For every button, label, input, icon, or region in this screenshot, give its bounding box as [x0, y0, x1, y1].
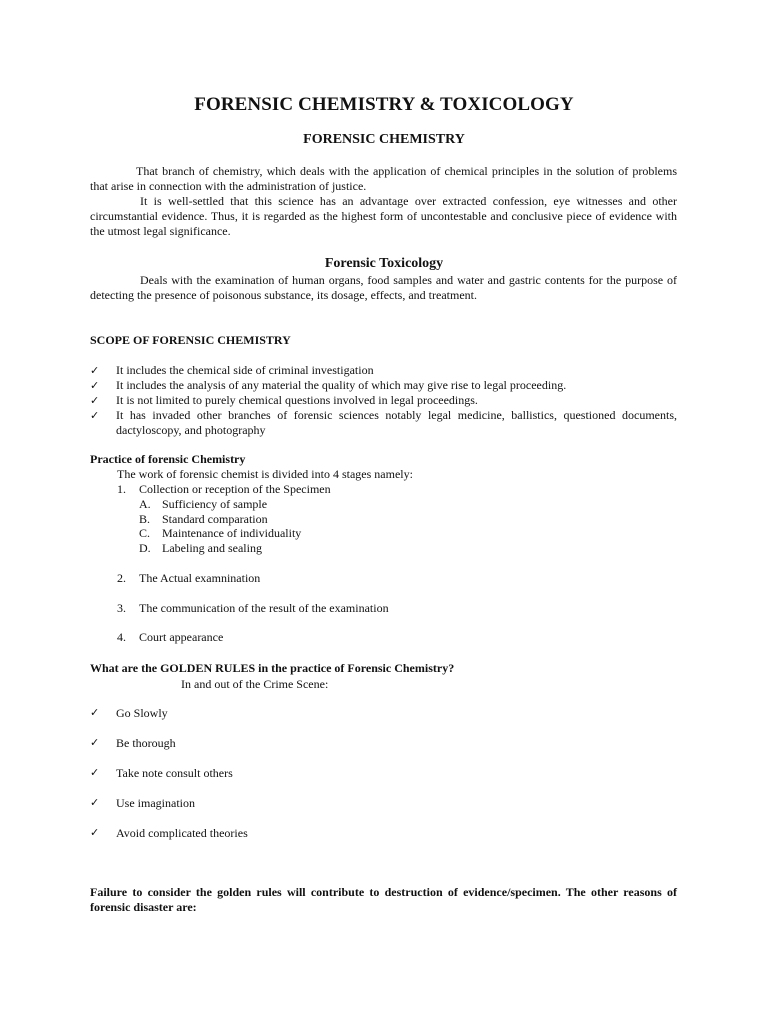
golden-rule-item	[90, 766, 248, 796]
substage-letter: B.	[139, 512, 151, 526]
scope-item-text: It includes the analysis of any material the quality of which may give rise to legal proceeding.	[116, 378, 567, 392]
substage-letter: C.	[139, 526, 151, 540]
golden-rule-item	[90, 826, 248, 856]
substage-letter: A.	[139, 497, 151, 511]
substage-letter: D.	[139, 541, 151, 555]
stage-number: 1.	[117, 482, 126, 496]
substage-text: Labeling and sealing	[162, 541, 262, 555]
golden-rule-text: Avoid complicated theories	[116, 826, 248, 840]
golden-rule-text: Go Slowly	[116, 706, 168, 720]
check-icon: ✓	[90, 736, 100, 749]
practice-heading: Practice of forensic Chemistry	[90, 452, 246, 466]
stage-text: The Actual examnination	[139, 571, 261, 585]
golden-rule-text: Use imagination	[116, 796, 195, 810]
check-icon: ✓	[90, 409, 100, 422]
golden-rules-intro: In and out of the Crime Scene:	[181, 677, 329, 691]
toxicology-paragraph: Deals with the examination of human organs, food samples and water and gastric contents for the purpose of detecting the presence of poisonous substance, its dosage, effects, and treatment.	[90, 273, 677, 302]
section-title-forensic-chemistry: FORENSIC CHEMISTRY	[303, 132, 465, 147]
substage-text: Standard comparation	[162, 512, 268, 526]
scope-item	[90, 408, 677, 438]
golden-rules-question: What are the GOLDEN RULES in the practice of Forensic Chemistry?	[90, 661, 455, 675]
document-title: FORENSIC CHEMISTRY & TOXICOLOGY	[194, 94, 574, 115]
stage-text: Court appearance	[139, 630, 224, 644]
check-icon: ✓	[90, 394, 100, 407]
scope-item-text: It has invaded other branches of forensic sciences notably legal medicine, ballistics, questioned documents, dactyloscopy, and photography	[116, 408, 677, 437]
check-icon: ✓	[90, 826, 100, 839]
check-icon: ✓	[90, 364, 100, 377]
golden-rule-item	[90, 736, 248, 766]
check-icon: ✓	[90, 766, 100, 779]
substage-text: Maintenance of individuality	[162, 526, 302, 540]
golden-rule-text: Be thorough	[116, 736, 176, 750]
stage-number: 3.	[117, 601, 126, 615]
substage-text: Sufficiency of sample	[162, 497, 268, 511]
golden-rules-list	[90, 706, 248, 856]
golden-rule-item	[90, 796, 248, 826]
section-title-forensic-toxicology: Forensic Toxicology	[324, 256, 444, 271]
scope-item-text: It includes the chemical side of criminal investigation	[116, 363, 374, 377]
scope-item	[90, 393, 677, 408]
golden-rule-item	[90, 706, 248, 736]
check-icon: ✓	[90, 706, 100, 719]
intro-paragraph-definition: That branch of chemistry, which deals with the application of chemical principles in the solution of problems that arise in connection with the administration of justice.	[90, 164, 677, 193]
scope-item-text: It is not limited to purely chemical questions involved in legal proceedings.	[116, 393, 478, 407]
closing-paragraph: Failure to consider the golden rules will contribute to destruction of evidence/specimen. The other reasons of forensic disaster are:	[90, 885, 677, 914]
stage-number: 4.	[117, 630, 126, 644]
golden-rule-text: Take note consult others	[116, 766, 233, 780]
scope-list	[90, 363, 677, 438]
practice-intro: The work of forensic chemist is divided into 4 stages namely:	[117, 467, 413, 481]
intro-paragraph-significance: It is well-settled that this science has an advantage over extracted confession, eye witnesses and other circumstantial evidence. Thus, it is regarded as the highest form of uncontestable and conclusive piece of evidence with the utmost legal significance.	[90, 194, 677, 238]
scope-heading: SCOPE OF FORENSIC CHEMISTRY	[90, 333, 291, 347]
check-icon: ✓	[90, 796, 100, 809]
stage-text: Collection or reception of the Specimen	[139, 482, 331, 496]
scope-item	[90, 363, 677, 378]
scope-item	[90, 378, 677, 393]
stage-text: The communication of the result of the examination	[139, 601, 389, 615]
stage-number: 2.	[117, 571, 126, 585]
check-icon: ✓	[90, 379, 100, 392]
